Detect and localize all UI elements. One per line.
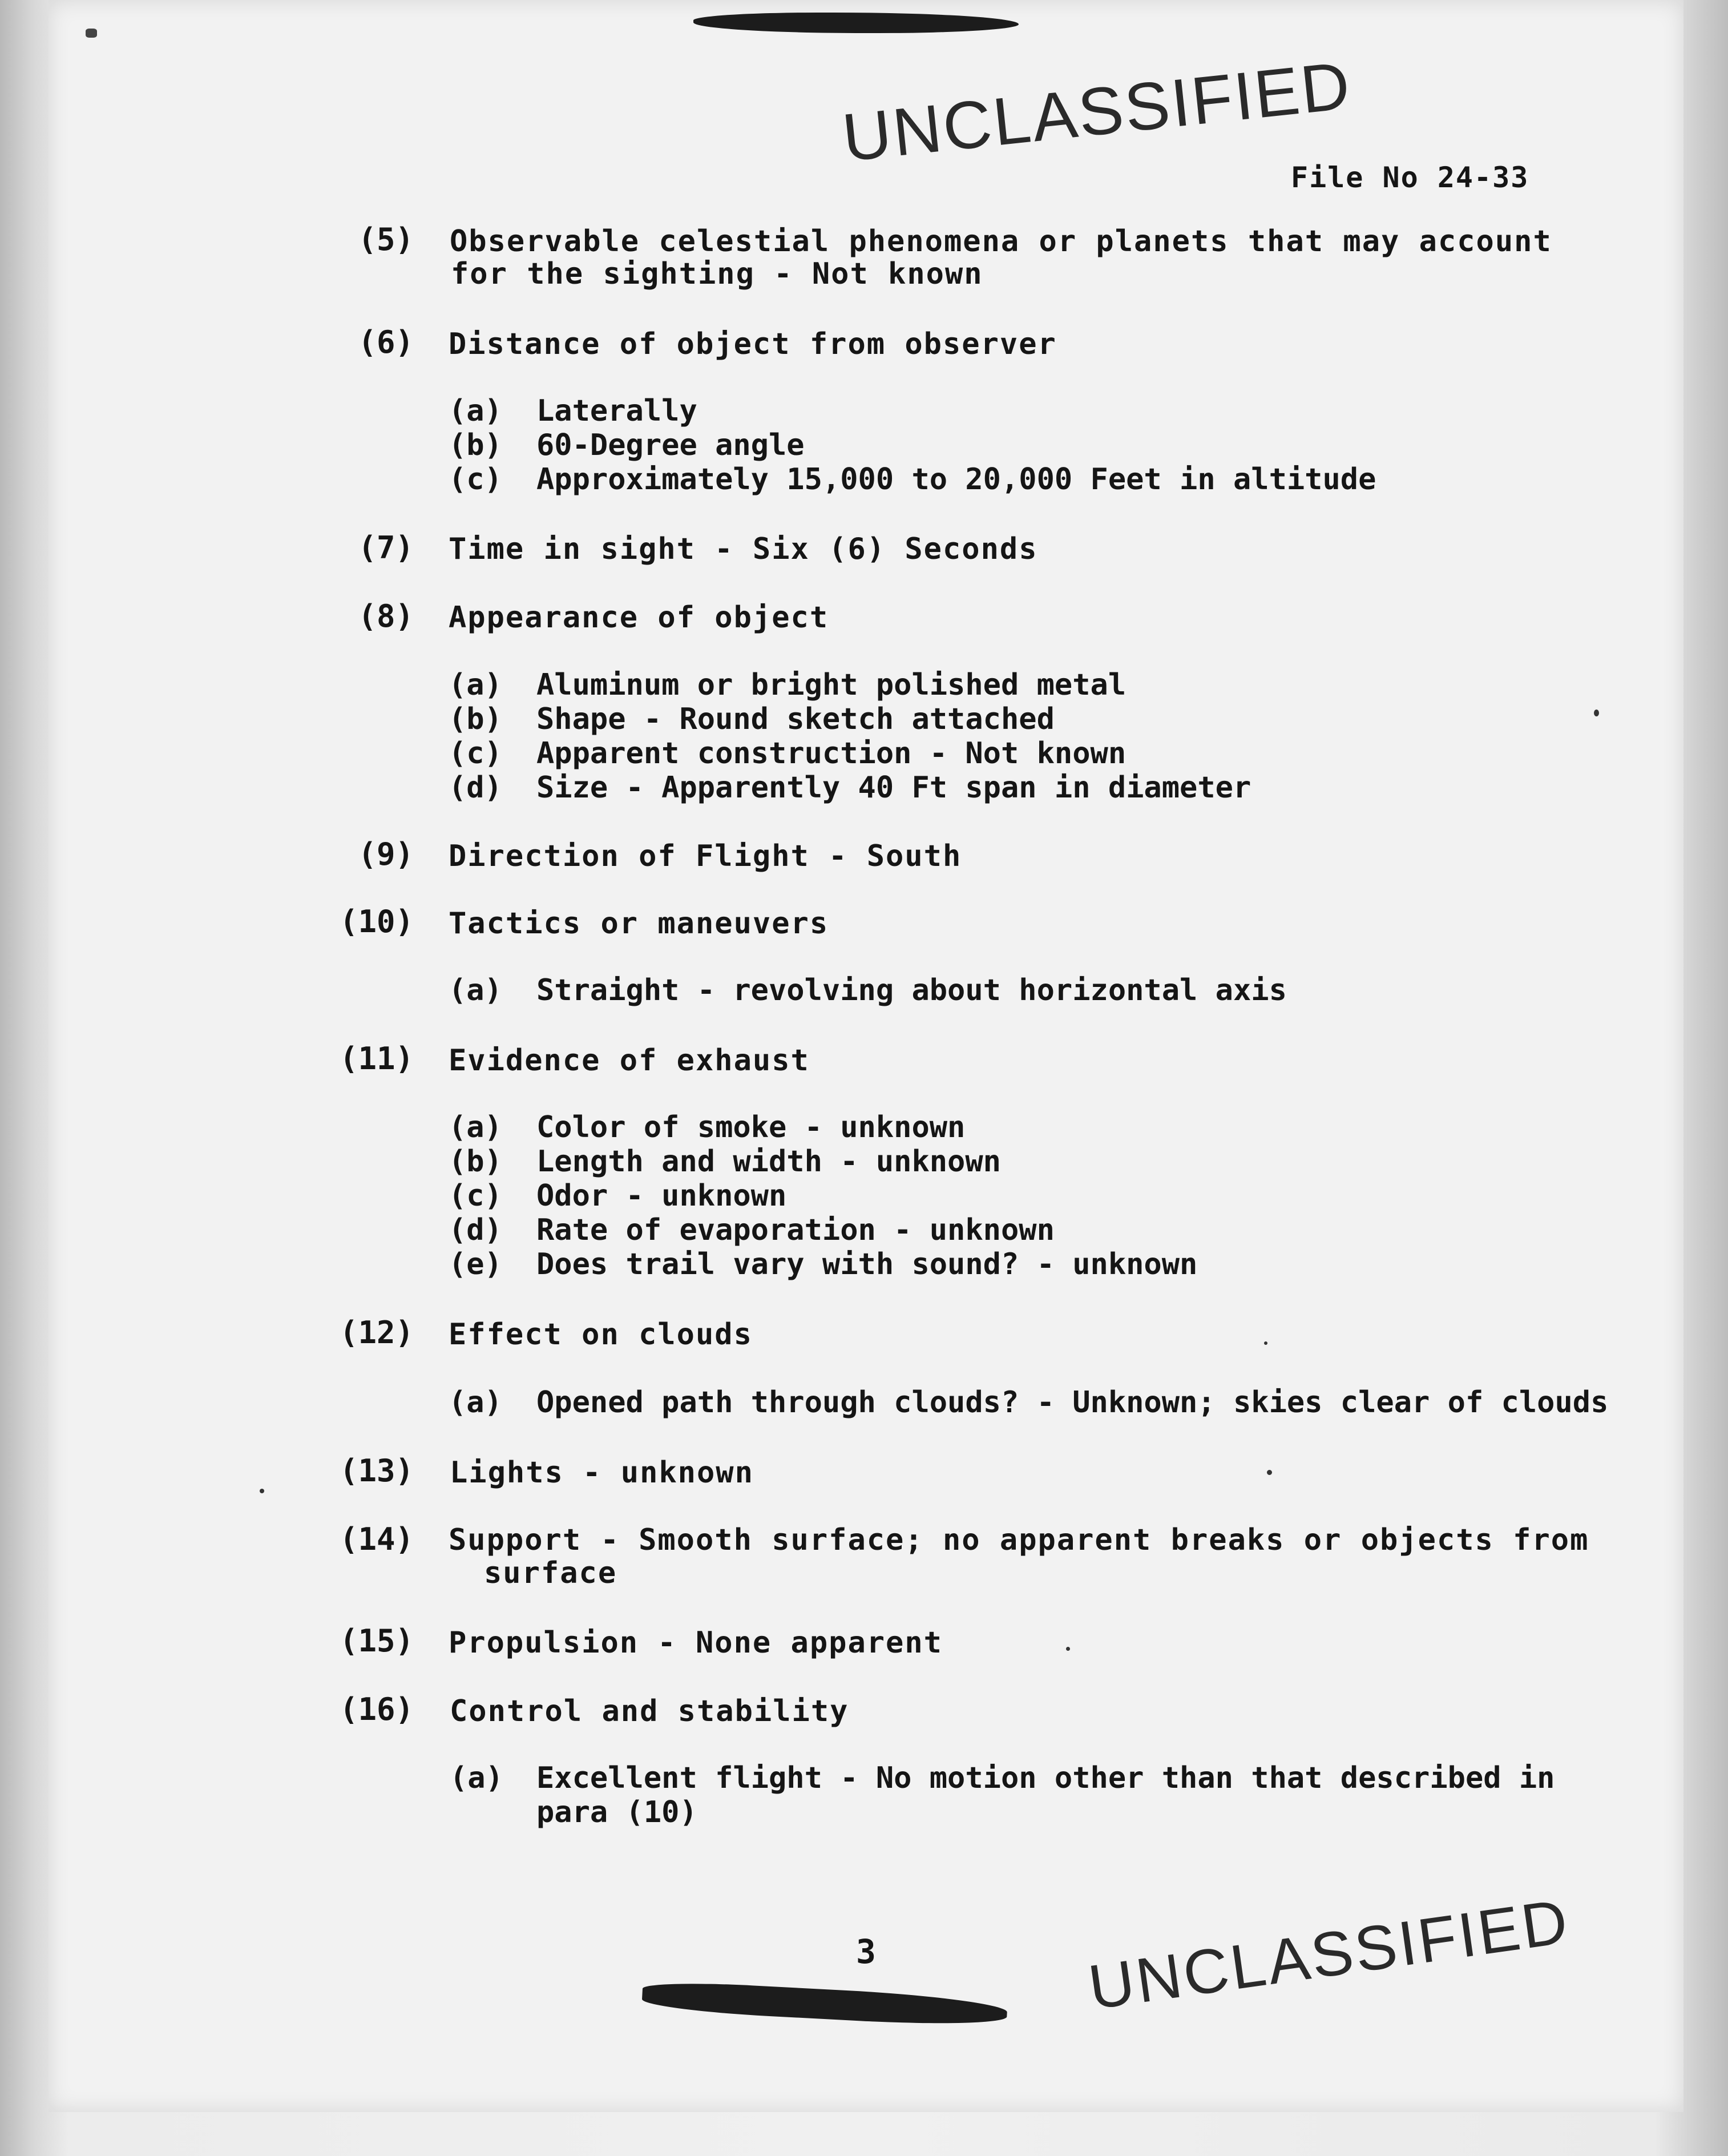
item-number: (11) [339, 1041, 414, 1077]
item-text: Tactics or maneuvers [449, 906, 829, 941]
sub-item-text: Length and width - unknown [536, 1145, 1001, 1179]
paper-speck [1264, 1341, 1267, 1345]
sub-item-text: Laterally [536, 394, 697, 428]
item-text: Evidence of exhaust [449, 1043, 810, 1078]
paper-speck [1066, 1647, 1070, 1651]
paper-speck [260, 1489, 264, 1493]
sub-item-label: (a) [449, 394, 502, 428]
item-text: Time in sight - Six (6) Seconds [449, 532, 1038, 566]
item-number: (13) [339, 1453, 414, 1489]
item-number: (9) [358, 836, 414, 872]
item-text: Support - Smooth surface; no apparent breaks or objects from [449, 1523, 1589, 1557]
unclassified-stamp-bottom: UNCLASSIFIED [1084, 1885, 1574, 2023]
unclassified-stamp-top: UNCLASSIFIED [839, 47, 1355, 176]
item-number: (7) [358, 530, 414, 566]
sub-item-label: (a) [449, 668, 502, 702]
sub-item-label: (a) [449, 1110, 502, 1145]
item-number: (10) [339, 904, 414, 940]
page-number: 3 [856, 1932, 877, 1971]
sub-item-label: (b) [449, 702, 502, 736]
sub-item-text: Approximately 15,000 to 20,000 Feet in altitude [536, 462, 1376, 497]
sub-item-text: Excellent flight - No motion other than that described in [536, 1761, 1555, 1795]
sub-item-text: Aluminum or bright polished metal [536, 668, 1127, 702]
sub-item-label: (a) [449, 1385, 502, 1420]
sub-item-label: (b) [449, 428, 502, 462]
sub-item-text: Rate of evaporation - unknown [536, 1213, 1055, 1247]
item-text: Appearance of object [449, 601, 829, 635]
sub-item-text: Size - Apparently 40 Ft span in diameter [536, 771, 1251, 805]
sub-item-text: Opened path through clouds? - Unknown; skies clear of clouds [536, 1385, 1609, 1420]
sub-item-text: Apparent construction - Not known [536, 736, 1127, 771]
item-number: (8) [358, 598, 414, 634]
item-text-continued: surface [484, 1556, 617, 1590]
sub-item-label: (c) [449, 1179, 502, 1213]
item-number: (5) [358, 221, 414, 257]
corner-mark [86, 29, 97, 38]
sub-item-label: (b) [449, 1145, 502, 1179]
file-number: File No 24-33 [1291, 161, 1529, 194]
item-text: Distance of object from observer [449, 327, 1057, 361]
item-text: Propulsion - None apparent [449, 1626, 943, 1660]
paper-speck [1267, 1470, 1272, 1475]
sub-item-label: (a) [449, 973, 502, 1008]
item-text: Lights - unknown [450, 1456, 754, 1490]
sub-item-label: (c) [449, 462, 502, 497]
document-page [49, 0, 1683, 2112]
sub-item-label: (a) [450, 1761, 503, 1795]
sub-item-label: (c) [449, 736, 502, 771]
item-number: (16) [339, 1691, 414, 1727]
item-text: Control and stability [450, 1694, 849, 1728]
sub-item-text: Straight - revolving about horizontal axis [536, 973, 1287, 1008]
item-text: Effect on clouds [449, 1317, 753, 1352]
sub-item-text: Shape - Round sketch attached [536, 702, 1055, 736]
sub-item-text: Odor - unknown [536, 1179, 787, 1213]
sub-item-text: 60-Degree angle [536, 428, 805, 462]
item-text-continued: for the sighting - Not known [451, 257, 983, 291]
item-text: Direction of Flight - South [449, 839, 962, 873]
paper-speck [1594, 710, 1599, 716]
sub-item-label: (d) [449, 1213, 502, 1247]
item-number: (12) [339, 1315, 414, 1351]
sub-item-text: Does trail vary with sound? - unknown [536, 1247, 1198, 1281]
item-number: (14) [339, 1521, 414, 1557]
sub-item-text-continued: para (10) [536, 1795, 697, 1829]
item-number: (15) [339, 1623, 414, 1659]
item-number: (6) [358, 324, 414, 360]
sub-item-label: (d) [449, 771, 502, 805]
sub-item-text: Color of smoke - unknown [536, 1110, 966, 1145]
item-text: Observable celestial phenomena or planets that may account [450, 224, 1552, 259]
sub-item-label: (e) [449, 1247, 502, 1281]
